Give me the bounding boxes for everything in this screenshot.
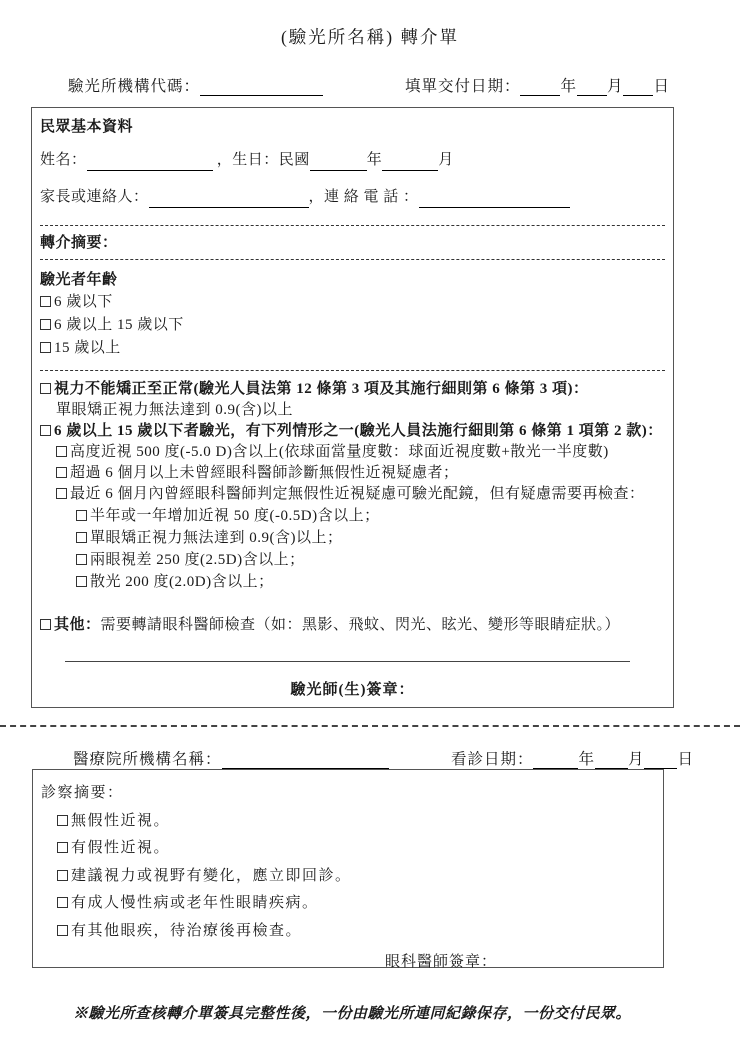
criteria2-suboption-row [40, 505, 665, 527]
criteria2-label: 6 歲以上 15 歲以下者驗光，有下列情形之一(驗光人員法施行細則第 6 條第 1 項第 2 款)： [54, 423, 663, 439]
fill-date-month-field[interactable] [577, 81, 607, 96]
criteria2-suboption-label: 兩眼視差 250 度(2.5D)含以上； [90, 552, 305, 568]
checkbox-icon[interactable] [40, 342, 51, 353]
other-label: 其他： [54, 617, 101, 633]
checkbox-icon[interactable] [57, 870, 68, 881]
name-field[interactable] [87, 156, 213, 171]
checkbox-icon[interactable] [56, 467, 67, 478]
checkbox-icon[interactable] [40, 383, 51, 394]
fill-date-label: 填單交付日期： [404, 78, 521, 95]
other-text: 需要轉請眼科醫師檢查（如：黑影、飛蚊、閃光、眩光、變形等眼睛症狀。） [100, 617, 621, 633]
optometrist-sign-label: 驗光師(生)簽章： [290, 682, 415, 698]
guardian-label: 家長或連絡人： [40, 189, 149, 205]
birth-month-label: 月 [438, 152, 454, 168]
referral-summary-label: 轉介摘要： [40, 235, 118, 251]
guardian-field[interactable] [149, 193, 309, 208]
checkbox-icon[interactable] [76, 532, 87, 543]
age-option-row [40, 291, 665, 313]
name-row [40, 149, 665, 171]
birth-year-label: 年 [366, 152, 383, 168]
org-code-field[interactable] [200, 81, 323, 96]
day-label: 日 [653, 78, 670, 95]
fill-date-day-field[interactable] [623, 81, 653, 96]
checkbox-icon[interactable] [40, 296, 51, 307]
age-option-label: 6 歲以下 [54, 294, 113, 310]
phone-field[interactable] [419, 193, 570, 208]
criteria2-suboption-row [40, 527, 665, 549]
criteria1-note: 單眼矯正視力無法達到 0.9(含)以上 [56, 402, 293, 418]
diagnosis-option-label: 無假性近視。 [71, 812, 171, 829]
page-title: (驗光所名稱) 轉介單 [280, 27, 460, 47]
year-label: 年 [560, 78, 577, 95]
criteria2-option-label: 最近 6 個月內曾經眼科醫師判定無假性近視疑慮可驗光配鏡，但有疑慮需要再檢查： [70, 486, 645, 502]
criteria2-suboption-label: 散光 200 度(2.0D)含以上； [90, 574, 274, 590]
clinic-name-label: 醫療院所機構名稱： [73, 751, 222, 768]
checkbox-icon[interactable] [40, 319, 51, 330]
optometrist-section-box [31, 107, 674, 708]
diagnosis-option-row [41, 920, 655, 942]
other-row [40, 614, 665, 636]
visit-date-label: 看診日期： [450, 751, 534, 768]
fill-date-year-field[interactable] [520, 81, 560, 96]
clinic-name-group [73, 747, 389, 769]
year-label: 年 [578, 751, 595, 768]
criteria2-suboption-row [40, 571, 665, 593]
checkbox-icon[interactable] [40, 619, 51, 630]
checkbox-icon[interactable] [57, 925, 68, 936]
checkbox-icon[interactable] [76, 576, 87, 587]
age-option-label: 15 歲以上 [54, 340, 121, 356]
visit-date-month-field[interactable] [595, 754, 628, 769]
section-divider [40, 370, 665, 371]
checkbox-icon[interactable] [76, 554, 87, 565]
checkbox-icon[interactable] [57, 897, 68, 908]
age-option-label: 6 歲以上 15 歲以下 [54, 317, 184, 333]
clinic-name-field[interactable] [222, 754, 389, 769]
section-divider [40, 259, 665, 260]
fill-date-group [405, 74, 670, 96]
month-label: 月 [606, 78, 624, 95]
criteria2-suboption-label: 半年或一年增加近視 50 度(-0.5D)含以上； [90, 508, 380, 524]
visit-date-group [451, 747, 694, 769]
doctor-section-box [32, 769, 664, 968]
criteria2-suboption-row [40, 549, 665, 571]
org-code-group [68, 74, 323, 96]
criteria2-option-row [40, 484, 665, 505]
checkbox-icon[interactable] [56, 446, 67, 457]
birth-month-field[interactable] [382, 156, 438, 171]
age-option-row [40, 337, 665, 359]
age-option-row [40, 314, 665, 336]
checkbox-icon[interactable] [56, 488, 67, 499]
birth-label: ，生日：民國 [216, 152, 310, 168]
diagnosis-option-row [41, 865, 655, 887]
criteria1-row [40, 379, 665, 400]
name-label: 姓名： [40, 152, 87, 168]
footer-note: ※驗光所查核轉介單簽具完整性後，一份由驗光所連同紀錄保存，一份交付民眾。 [73, 1006, 632, 1022]
visit-date-year-field[interactable] [533, 754, 578, 769]
criteria2-row [40, 421, 665, 442]
diagnosis-option-label: 建議視力或視野有變化，應立即回診。 [71, 867, 352, 884]
header-row [68, 74, 670, 96]
diagnosis-option-row [41, 892, 655, 914]
criteria2-option-label: 超過 6 個月以上未曾經眼科醫師診斷無假性近視疑慮者； [70, 465, 459, 481]
age-title: 驗光者年齡 [40, 272, 118, 288]
guardian-row [40, 186, 665, 208]
doctor-sign-label: 眼科醫師簽章： [385, 953, 498, 970]
day-label: 日 [677, 751, 694, 768]
checkbox-icon[interactable] [40, 425, 51, 436]
checkbox-icon[interactable] [76, 510, 87, 521]
visit-date-day-field[interactable] [644, 754, 677, 769]
remarks-line-field[interactable] [65, 661, 630, 662]
phone-label: ，連 絡 電 話 ： [308, 189, 419, 205]
clinic-header-row [73, 747, 694, 769]
diagnosis-summary-label: 診察摘要： [41, 785, 124, 801]
criteria1-label: 視力不能矯正至正常(驗光人員法第 12 條第 3 項及其施行細則第 6 條第 3 項)： [54, 381, 589, 397]
checkbox-icon[interactable] [57, 842, 68, 853]
cut-line-divider [0, 725, 740, 727]
diagnosis-option-label: 有假性近視。 [71, 840, 171, 856]
criteria2-option-row [40, 463, 665, 484]
criteria2-option-label: 高度近視 500 度(-5.0 D)含以上(依球面當量度數：球面近視度數+散光一半度數) [70, 444, 609, 460]
diagnosis-option-label: 有其他眼疾，待治療後再檢查。 [71, 922, 303, 939]
birth-year-field[interactable] [310, 156, 367, 171]
month-label: 月 [627, 751, 645, 768]
org-code-label: 驗光所機構代碼： [68, 78, 201, 95]
diagnosis-option-row [41, 810, 655, 832]
diagnosis-options [41, 810, 655, 942]
diagnosis-option-row [41, 837, 655, 859]
criteria2-suboption-label: 單眼矯正視力無法達到 0.9(含)以上； [90, 530, 343, 546]
criteria2-option-row [40, 442, 665, 463]
basic-info-title: 民眾基本資料 [40, 119, 134, 135]
checkbox-icon[interactable] [57, 815, 68, 826]
section-divider [40, 225, 665, 226]
diagnosis-option-label: 有成人慢性病或老年性眼睛疾病。 [71, 895, 319, 911]
